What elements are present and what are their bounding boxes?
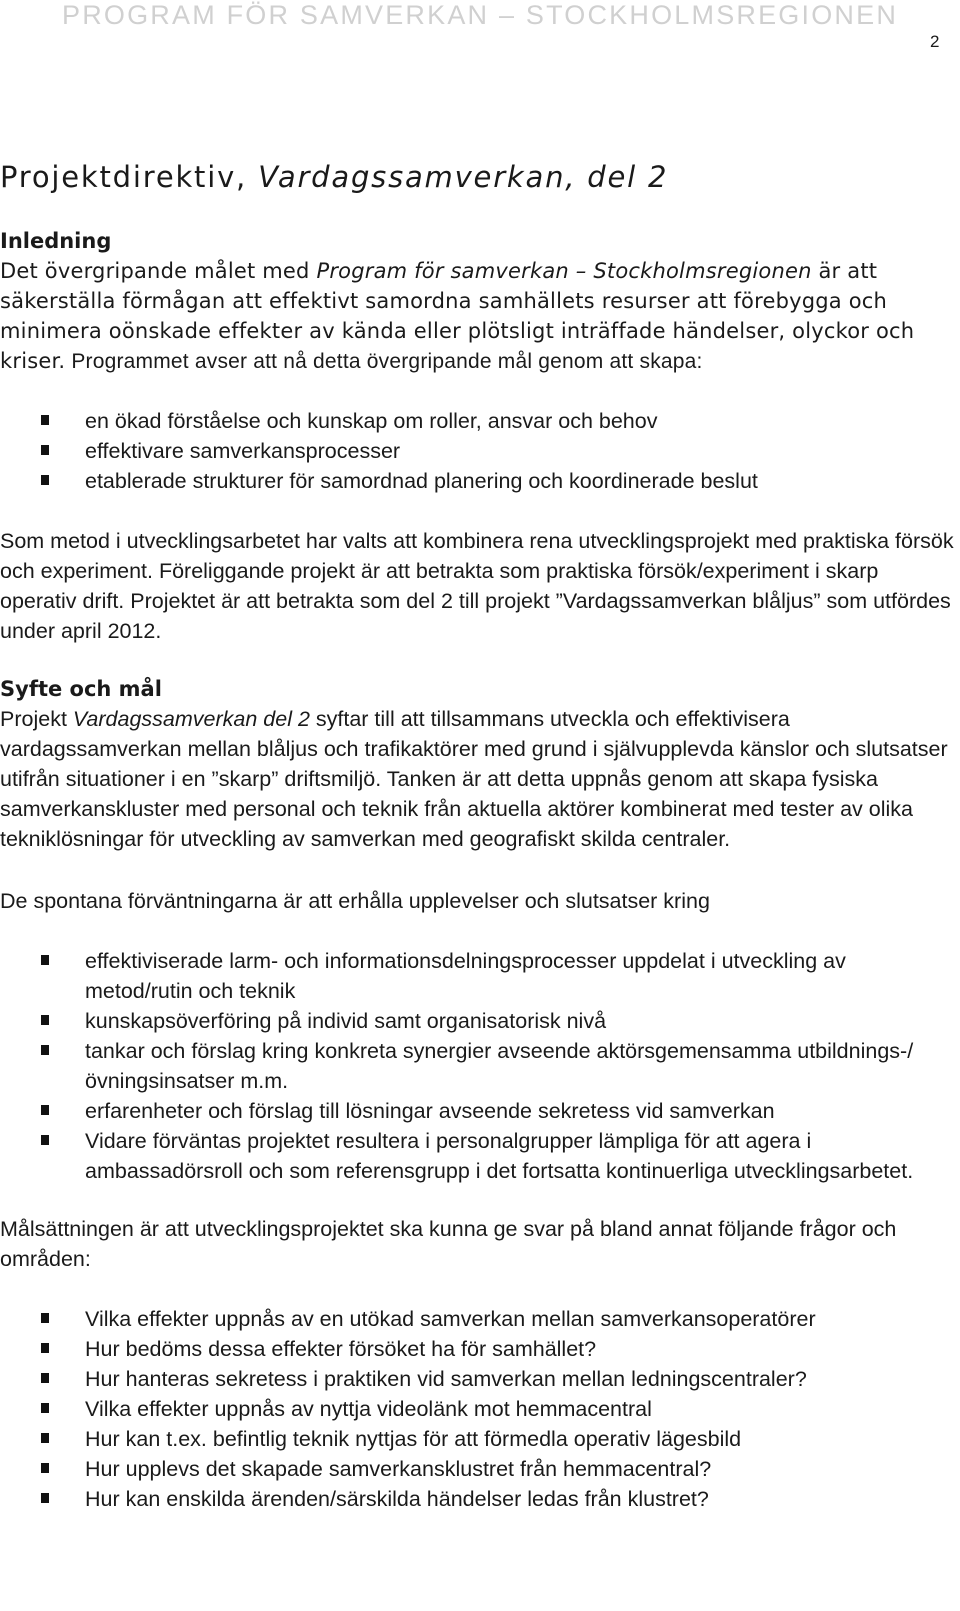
inledning-paragraph-1 xyxy=(0,256,955,377)
question-list xyxy=(0,1304,955,1514)
list-item-text: Hur upplevs det skapade samverkansklustret från hemmacentral? xyxy=(85,1457,712,1481)
document-title xyxy=(0,160,955,194)
square-bullet-icon xyxy=(41,475,49,485)
square-bullet-icon xyxy=(41,1373,49,1383)
list-item-text: tankar och förslag kring konkreta synergier avseende aktörsgemensamma utbildnings-/övningsinsatser m.m. xyxy=(85,1039,914,1093)
list-item-text: kunskapsöverföring på individ samt organisatorisk nivå xyxy=(85,1009,607,1033)
list-item xyxy=(0,1364,955,1394)
running-header: PROGRAM FÖR SAMVERKAN – STOCKHOLMSREGIONEN xyxy=(62,0,899,30)
list-item-text: etablerade strukturer för samordnad planering och koordinerade beslut xyxy=(85,469,758,493)
list-item xyxy=(0,1036,955,1096)
list-item xyxy=(0,1304,955,1334)
syfte-p1-italic: Vardagssamverkan del 2 xyxy=(72,707,310,731)
square-bullet-icon xyxy=(41,955,49,965)
list-item xyxy=(0,1126,955,1186)
syfte-bullet-list xyxy=(0,946,955,1186)
syfte-paragraph-3: Målsättningen är att utvecklingsprojektet ska kunna ge svar på bland annat följande frågor och områden: xyxy=(0,1217,897,1271)
list-item-text: erfarenheter och förslag till lösningar avseende sekretess vid samverkan xyxy=(85,1099,775,1123)
list-item-text: Vidare förväntas projektet resultera i personalgrupper lämpliga för att agera i ambassadörsroll och som referensgrupp i det fortsatta kontinuerliga utvecklingsarbetet. xyxy=(85,1129,914,1183)
list-item xyxy=(0,1394,955,1424)
square-bullet-icon xyxy=(41,445,49,455)
square-bullet-icon xyxy=(41,1045,49,1055)
list-item-text: Hur kan t.ex. befintlig teknik nyttjas för att förmedla operativ lägesbild xyxy=(85,1427,742,1451)
inledning-p1-before: Det övergripande målet med xyxy=(0,259,317,283)
syfte-paragraph-2: De spontana förväntningarna är att erhålla upplevelser och slutsatser kring xyxy=(0,889,710,913)
inledning-bullet-list xyxy=(0,406,955,496)
list-item-text: effektiviserade larm- och informationsdelningsprocesser uppdelat i utveckling av metod/rutin och teknik xyxy=(85,949,846,1003)
list-item xyxy=(0,1424,955,1454)
list-item xyxy=(0,1454,955,1484)
list-item xyxy=(0,1334,955,1364)
list-item-text: Hur kan enskilda ärenden/särskilda händelser ledas från klustret? xyxy=(85,1487,709,1511)
square-bullet-icon xyxy=(41,1015,49,1025)
heading-inledning: Inledning xyxy=(0,229,112,253)
square-bullet-icon xyxy=(41,1105,49,1115)
title-main: Projektdirektiv, xyxy=(0,160,259,194)
list-item xyxy=(0,1096,955,1126)
syfte-p1-after: syftar till att tillsammans utveckla och effektivisera vardagssamverkan mellan blåljus och trafikaktörer med grund i självupplevda känslor och slutsatser utifrån situationer i en ”skarp” driftsmiljö. Tanken är att detta uppnås genom att skapa fysiska samverkanskluster med personal och teknik från aktuella aktörer kombinerat med tester av olika tekniklösningar för utveckling av samverkan med geografiskt skilda centraler. xyxy=(0,707,948,851)
list-item-text: en ökad förståelse och kunskap om roller, ansvar och behov xyxy=(85,409,658,433)
list-item-text: Hur hanteras sekretess i praktiken vid samverkan mellan ledningscentraler? xyxy=(85,1367,807,1391)
title-italic: Vardagssamverkan, del 2 xyxy=(258,160,669,194)
list-item xyxy=(0,436,955,466)
square-bullet-icon xyxy=(41,1343,49,1353)
list-item xyxy=(0,946,955,1006)
square-bullet-icon xyxy=(41,1403,49,1413)
list-item xyxy=(0,406,955,436)
list-item-text: Vilka effekter uppnås av nyttja videolänk mot hemmacentral xyxy=(85,1397,652,1421)
inledning-p1-after: är att säkerställa förmågan att effektivt samordna samhällets resurser att förebygga och minimera oönskade effekter av kända eller plötsligt inträffade händelser, olyckor och kriser. xyxy=(0,259,915,373)
square-bullet-icon xyxy=(41,1313,49,1323)
inledning-p1-italic: Program för samverkan – Stockholmsregionen xyxy=(316,259,812,283)
document-body xyxy=(0,160,955,1514)
inledning-paragraph-2: Som metod i utvecklingsarbetet har valts att kombinera rena utvecklingsprojekt med praktiska försök och experiment. Föreliggande projekt är att betrakta som praktiska försök/experiment i skarp operativ drift. Projektet är att betrakta som del 2 till projekt ”Vardagssamverkan blåljus” som utfördes under april 2012. xyxy=(0,529,954,643)
list-item-text: Vilka effekter uppnås av en utökad samverkan mellan samverkansoperatörer xyxy=(85,1307,816,1331)
heading-syfte-och-mal: Syfte och mål xyxy=(0,677,162,701)
list-item xyxy=(0,1006,955,1036)
list-item-text: Hur bedöms dessa effekter försöket ha för samhället? xyxy=(85,1337,597,1361)
inledning-p1-tail: Programmet avser att nå detta övergripande mål genom att skapa: xyxy=(65,350,703,373)
square-bullet-icon xyxy=(41,1493,49,1503)
square-bullet-icon xyxy=(41,1433,49,1443)
list-item xyxy=(0,466,955,496)
syfte-paragraph-1 xyxy=(0,704,955,854)
syfte-p1-before: Projekt xyxy=(0,707,73,731)
list-item-text: effektivare samverkansprocesser xyxy=(85,439,401,463)
page-number: 2 xyxy=(930,32,940,51)
square-bullet-icon xyxy=(41,415,49,425)
square-bullet-icon xyxy=(41,1135,49,1145)
square-bullet-icon xyxy=(41,1463,49,1473)
list-item xyxy=(0,1484,955,1514)
